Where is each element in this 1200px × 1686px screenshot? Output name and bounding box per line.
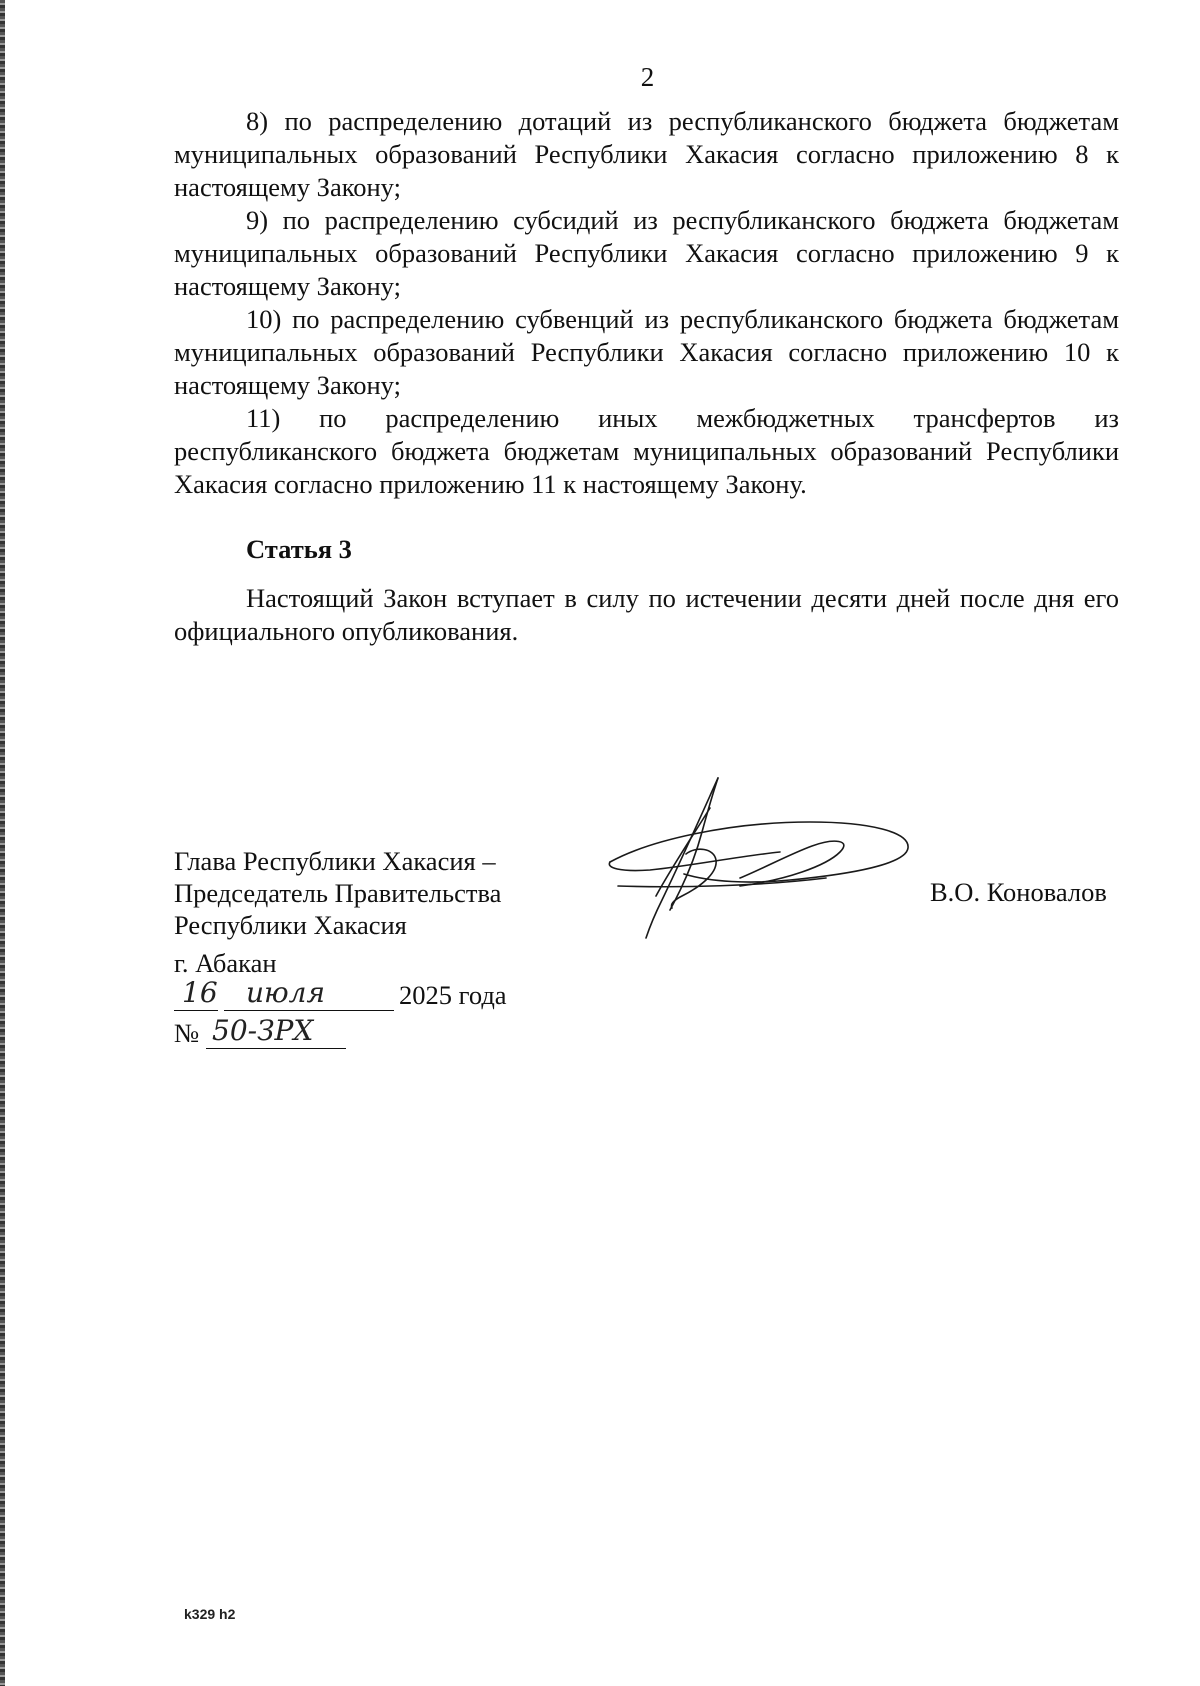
signatory-title-line: Глава Республики Хакасия – (174, 846, 496, 876)
list-item-11: 11) по распределению иных межбюджетных трансфертов из республиканского бюджета бюджетам муниципальных образований Республики Хакасия согласно приложению 11 к настоящему Закону. (174, 403, 1119, 499)
scan-edge (0, 0, 5, 1686)
issue-number (174, 1014, 474, 1054)
list-items (174, 105, 1119, 501)
list-item-8: 8) по распределению дотаций из республиканского бюджета бюджетам муниципальных образований Республики Хакасия согласно приложению 8 к настоящему Закону; (174, 106, 1119, 202)
signatory-name: В.О. Коновалов (930, 877, 1107, 907)
signatory-title-line: Председатель Правительства (174, 878, 502, 908)
page-number: 2 (640, 62, 655, 92)
handwritten-day: 16 (182, 976, 218, 1009)
issue-date (174, 976, 574, 1014)
list-item-10: 10) по распределению субвенций из республиканского бюджета бюджетам муниципальных образований Республики Хакасия согласно приложению 10 к настоящему Закону; (174, 304, 1119, 400)
issue-place: г. Абакан (174, 948, 277, 978)
signatory-title-line: Республики Хакасия (174, 910, 407, 940)
handwritten-law-number: 50-ЗРХ (212, 1014, 314, 1047)
signatory-title (174, 845, 501, 941)
day-underline (174, 1010, 218, 1011)
article-body (174, 582, 1119, 648)
number-underline (206, 1048, 346, 1049)
month-underline (224, 1010, 394, 1011)
handwritten-signature (590, 770, 920, 945)
article-body-text: Настоящий Закон вступает в силу по истечении десяти дней после дня его официального опубликования. (174, 583, 1119, 646)
number-sign: № (174, 1018, 200, 1048)
article-heading: Статья 3 (246, 534, 352, 564)
footer-code: k329 h2 (184, 1606, 236, 1622)
issue-year: 2025 года (399, 980, 507, 1010)
handwritten-month: июля (246, 976, 326, 1009)
list-item-9: 9) по распределению субсидий из республиканского бюджета бюджетам муниципальных образований Республики Хакасия согласно приложению 9 к настоящему Закону; (174, 205, 1119, 301)
